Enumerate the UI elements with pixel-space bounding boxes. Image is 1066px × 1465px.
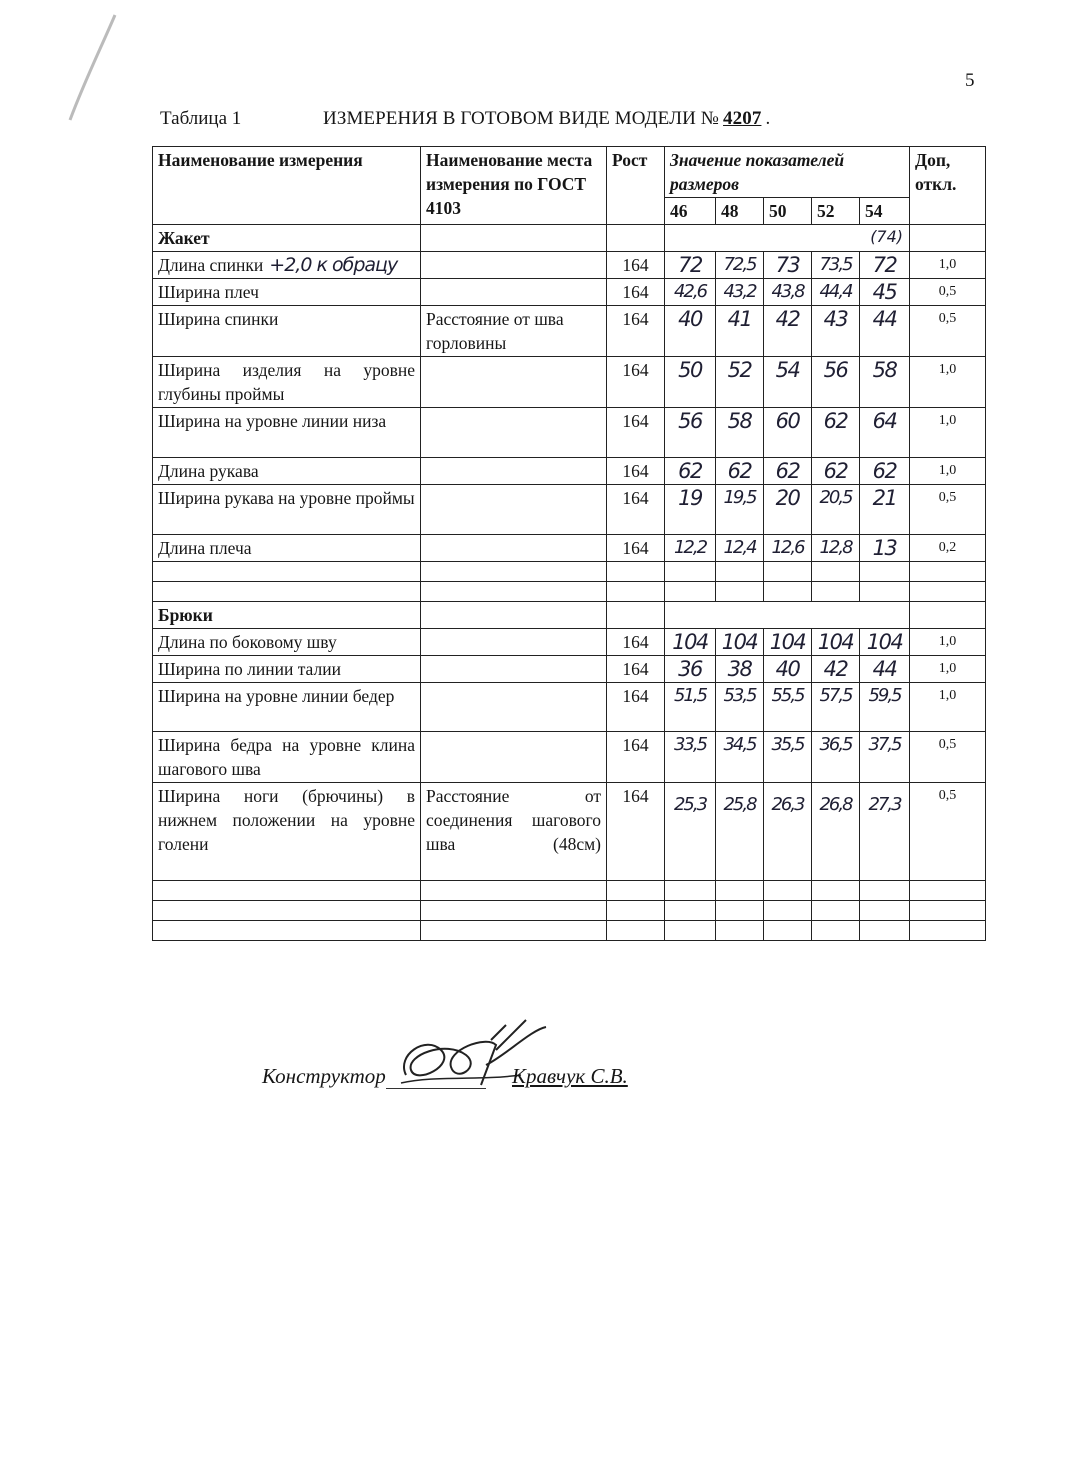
row-name: Длина спинки <box>158 255 264 275</box>
row-tolerance: 1,0 <box>910 629 986 656</box>
row-name: Ширина бедра на уровне клина шагового шва <box>153 732 421 783</box>
value-48: 43,2 <box>716 279 764 306</box>
row-name: Длина по боковому шву <box>153 629 421 656</box>
value-46: 19 <box>665 485 716 535</box>
row-height: 164 <box>607 683 665 732</box>
value-54: 13 <box>860 535 910 562</box>
row-tolerance: 0,5 <box>910 279 986 306</box>
value-48: 52 <box>716 357 764 408</box>
value-50: 73 <box>764 252 812 279</box>
table-title <box>323 108 770 130</box>
section-pants-row <box>153 602 986 629</box>
signature-line <box>386 1088 486 1089</box>
value-52: 44,4 <box>812 279 860 306</box>
table-row <box>153 485 986 535</box>
handwritten-note: +2,0 к обрацу <box>269 254 398 276</box>
value-50: 55,5 <box>764 683 812 732</box>
table-row <box>153 357 986 408</box>
row-place: Расстояние от соединения шагового шва (48см) <box>421 783 607 881</box>
value-46: 33,5 <box>665 732 716 783</box>
row-tolerance: 1,0 <box>910 408 986 458</box>
row-height: 164 <box>607 279 665 306</box>
value-52: 20,5 <box>812 485 860 535</box>
row-height: 164 <box>607 252 665 279</box>
measurements-table <box>152 146 986 941</box>
row-tolerance: 0,5 <box>910 783 986 881</box>
value-48: 62 <box>716 458 764 485</box>
row-name: Ширина по линии талии <box>153 656 421 683</box>
value-46: 12,2 <box>665 535 716 562</box>
value-54: 104 <box>860 629 910 656</box>
value-52: 42 <box>812 656 860 683</box>
row-name: Ширина на уровне линии бедер <box>153 683 421 732</box>
value-50: 54 <box>764 357 812 408</box>
header-place: Наименование места измерения по ГОСТ 4103 <box>421 147 607 225</box>
value-50: 12,6 <box>764 535 812 562</box>
row-name: Длина рукава <box>153 458 421 485</box>
value-46: 40 <box>665 306 716 357</box>
size-52: 52 <box>812 198 860 225</box>
table-row <box>153 458 986 485</box>
value-46: 72 <box>665 252 716 279</box>
empty-row <box>153 901 986 921</box>
row-name: Ширина ноги (брючины) в нижнем положении на уровне голени <box>153 783 421 881</box>
row-tolerance: 0,5 <box>910 732 986 783</box>
value-50: 42 <box>764 306 812 357</box>
row-place <box>421 279 607 306</box>
value-46: 25,3 <box>665 783 716 881</box>
value-54: 64 <box>860 408 910 458</box>
empty-row <box>153 881 986 901</box>
table-row <box>153 683 986 732</box>
value-50: 40 <box>764 656 812 683</box>
value-50: 62 <box>764 458 812 485</box>
value-54: 72 <box>860 252 910 279</box>
row-height: 164 <box>607 408 665 458</box>
row-tolerance: 0,5 <box>910 485 986 535</box>
row-place <box>421 408 607 458</box>
value-46: 62 <box>665 458 716 485</box>
value-54: 27,3 <box>860 783 910 881</box>
value-50: 60 <box>764 408 812 458</box>
value-46: 36 <box>665 656 716 683</box>
row-tolerance: 1,0 <box>910 656 986 683</box>
row-place <box>421 656 607 683</box>
section-jacket: Жакет <box>153 225 421 252</box>
jacket-note: (74) <box>665 225 910 252</box>
value-48: 53,5 <box>716 683 764 732</box>
row-height: 164 <box>607 458 665 485</box>
value-54: 62 <box>860 458 910 485</box>
value-48: 12,4 <box>716 535 764 562</box>
value-46: 104 <box>665 629 716 656</box>
value-48: 72,5 <box>716 252 764 279</box>
page-number: 5 <box>965 70 975 91</box>
value-46: 51,5 <box>665 683 716 732</box>
scan-smudge <box>60 10 120 130</box>
value-54: 45 <box>860 279 910 306</box>
row-place <box>421 535 607 562</box>
value-50: 20 <box>764 485 812 535</box>
value-52: 12,8 <box>812 535 860 562</box>
value-48: 25,8 <box>716 783 764 881</box>
row-place <box>421 252 607 279</box>
row-height: 164 <box>607 535 665 562</box>
row-name: Длина плеча <box>153 535 421 562</box>
header-row <box>153 147 986 198</box>
value-50: 26,3 <box>764 783 812 881</box>
value-52: 73,5 <box>812 252 860 279</box>
row-height: 164 <box>607 656 665 683</box>
value-54: 44 <box>860 656 910 683</box>
row-name: Ширина плеч <box>153 279 421 306</box>
row-place <box>421 458 607 485</box>
header-height: Рост <box>607 147 665 225</box>
value-52: 62 <box>812 408 860 458</box>
table-row <box>153 783 986 881</box>
table-row <box>153 408 986 458</box>
value-54: 37,5 <box>860 732 910 783</box>
value-52: 57,5 <box>812 683 860 732</box>
value-54: 44 <box>860 306 910 357</box>
row-name: Ширина спинки <box>153 306 421 357</box>
value-48: 41 <box>716 306 764 357</box>
signature-name: Кравчук С.В. <box>512 1064 628 1088</box>
value-48: 58 <box>716 408 764 458</box>
row-name: Ширина изделия на уровне глубины проймы <box>153 357 421 408</box>
header-name: Наименование измерения <box>153 147 421 225</box>
header-tolerance: Доп, откл. <box>910 147 986 225</box>
table-label: Таблица 1 <box>160 108 242 129</box>
value-54: 21 <box>860 485 910 535</box>
row-height: 164 <box>607 732 665 783</box>
row-place <box>421 683 607 732</box>
title-suffix: . <box>765 108 771 129</box>
row-height: 164 <box>607 629 665 656</box>
signature-role: Конструктор <box>262 1064 386 1088</box>
value-48: 38 <box>716 656 764 683</box>
section-pants: Брюки <box>153 602 421 629</box>
row-place <box>421 357 607 408</box>
value-46: 42,6 <box>665 279 716 306</box>
table-row <box>153 732 986 783</box>
value-46: 50 <box>665 357 716 408</box>
value-52: 104 <box>812 629 860 656</box>
row-name: Ширина рукава на уровне проймы <box>153 485 421 535</box>
value-48: 34,5 <box>716 732 764 783</box>
row-tolerance: 1,0 <box>910 458 986 485</box>
row-height: 164 <box>607 783 665 881</box>
table-row <box>153 535 986 562</box>
section-jacket-row <box>153 225 986 252</box>
model-number: 4207 <box>723 108 762 129</box>
value-52: 43 <box>812 306 860 357</box>
empty-row <box>153 582 986 602</box>
size-46: 46 <box>665 198 716 225</box>
size-54: 54 <box>860 198 910 225</box>
value-54: 58 <box>860 357 910 408</box>
row-place <box>421 732 607 783</box>
row-tolerance: 0,5 <box>910 306 986 357</box>
size-48: 48 <box>716 198 764 225</box>
row-name: Ширина на уровне линии низа <box>153 408 421 458</box>
row-height: 164 <box>607 306 665 357</box>
value-50: 104 <box>764 629 812 656</box>
table-row <box>153 279 986 306</box>
table-row <box>153 252 986 279</box>
row-height: 164 <box>607 485 665 535</box>
value-48: 19,5 <box>716 485 764 535</box>
table-row <box>153 629 986 656</box>
row-place <box>421 485 607 535</box>
value-52: 36,5 <box>812 732 860 783</box>
row-tolerance: 1,0 <box>910 252 986 279</box>
value-50: 35,5 <box>764 732 812 783</box>
row-tolerance: 0,2 <box>910 535 986 562</box>
value-54: 59,5 <box>860 683 910 732</box>
row-place: Расстояние от шва горловины <box>421 306 607 357</box>
value-52: 62 <box>812 458 860 485</box>
value-52: 26,8 <box>812 783 860 881</box>
value-48: 104 <box>716 629 764 656</box>
table-row <box>153 656 986 683</box>
value-46: 56 <box>665 408 716 458</box>
empty-row <box>153 921 986 941</box>
empty-row <box>153 562 986 582</box>
table-row <box>153 306 986 357</box>
row-tolerance: 1,0 <box>910 683 986 732</box>
row-height: 164 <box>607 357 665 408</box>
value-52: 56 <box>812 357 860 408</box>
value-50: 43,8 <box>764 279 812 306</box>
row-tolerance: 1,0 <box>910 357 986 408</box>
header-values: Значение показателей размеров <box>665 147 910 198</box>
row-place <box>421 629 607 656</box>
title-prefix: ИЗМЕРЕНИЯ В ГОТОВОМ ВИДЕ МОДЕЛИ № <box>323 108 720 129</box>
size-50: 50 <box>764 198 812 225</box>
